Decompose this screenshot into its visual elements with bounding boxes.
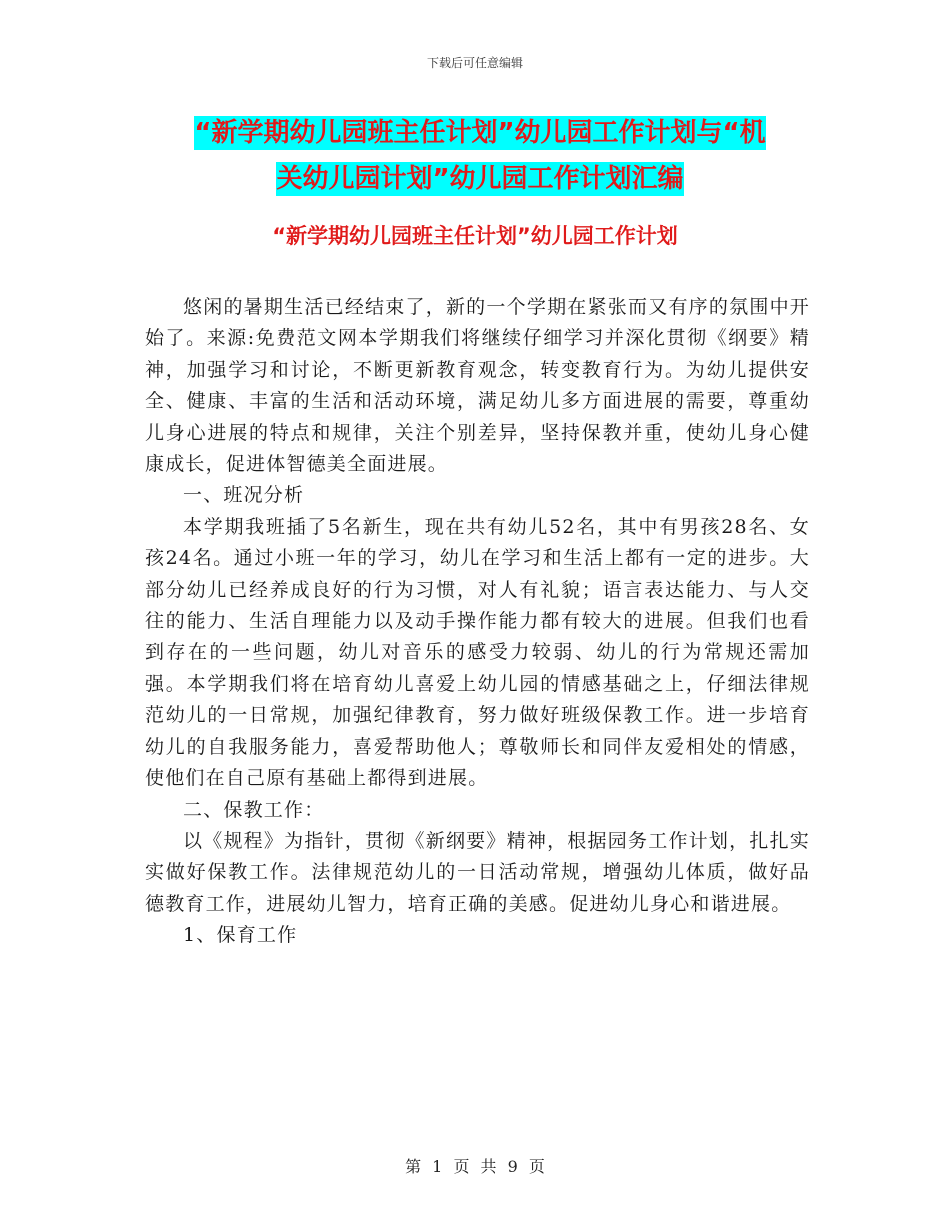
section-title: “新学期幼儿园班主任计划”幼儿园工作计划 xyxy=(272,224,678,248)
header-note: 下载后可任意编辑 xyxy=(426,56,523,70)
document-title-line-1: “新学期幼儿园班主任计划”幼儿园工作计划与“机 xyxy=(194,118,766,148)
body-text xyxy=(145,292,810,952)
document-title-line-2: 关幼儿园计划”幼儿园工作计划汇编 xyxy=(276,164,684,194)
page-footer: 第 1 页 共 9 页 xyxy=(405,1157,545,1176)
paragraph-intro: 悠闲的暑期生活已经结束了，新的一个学期在紧张而又有序的氛围中开始了。来源:免费范文网本学期我们将继续仔细学习并深化贯彻《纲要》精神，加强学习和讨论，不断更新教育观念，转变教育行为。为幼儿提供安全、健康、丰富的生活和活动环境，满足幼儿多方面进展的需要，尊重幼儿身心进展的特点和规律，关注个别差异，坚持保教并重，使幼儿身心健康成长，促进体智德美全面进展。 xyxy=(145,296,810,476)
heading-childcare: 1、保育工作 xyxy=(183,924,298,947)
paragraph-care-education: 以《规程》为指针，贯彻《新纲要》精神，根据园务工作计划，扎扎实实做好保教工作。法律规范幼儿的一日活动常规，增强幼儿体质，做好品德教育工作，进展幼儿智力，培育正确的美感。促进幼儿身心和谐进展。 xyxy=(145,829,810,915)
document-title xyxy=(145,110,815,202)
paragraph-class-analysis: 本学期我班插了5名新生，现在共有幼儿52名，其中有男孩28名、女孩24名。通过小班一年的学习，幼儿在学习和生活上都有一定的进步。大部分幼儿已经养成良好的行为习惯，对人有礼貌；语言表达能力、与人交往的能力、生活自理能力以及动手操作能力都有较大的进展。但我们也看到存在的一些问题，幼儿对音乐的感受力较弱、幼儿的行为常规还需加强。本学期我们将在培育幼儿喜爱上幼儿园的情感基础之上，仔细法律规范幼儿的一日常规，加强纪律教育，努力做好班级保教工作。进一步培育幼儿的自我服务能力，喜爱帮助他人；尊敬师长和同伴友爱相处的情感，使他们在自己原有基础上都得到进展。 xyxy=(145,515,810,790)
heading-care-education: 二、保教工作： xyxy=(183,798,325,821)
heading-class-analysis: 一、班况分析 xyxy=(183,484,305,507)
